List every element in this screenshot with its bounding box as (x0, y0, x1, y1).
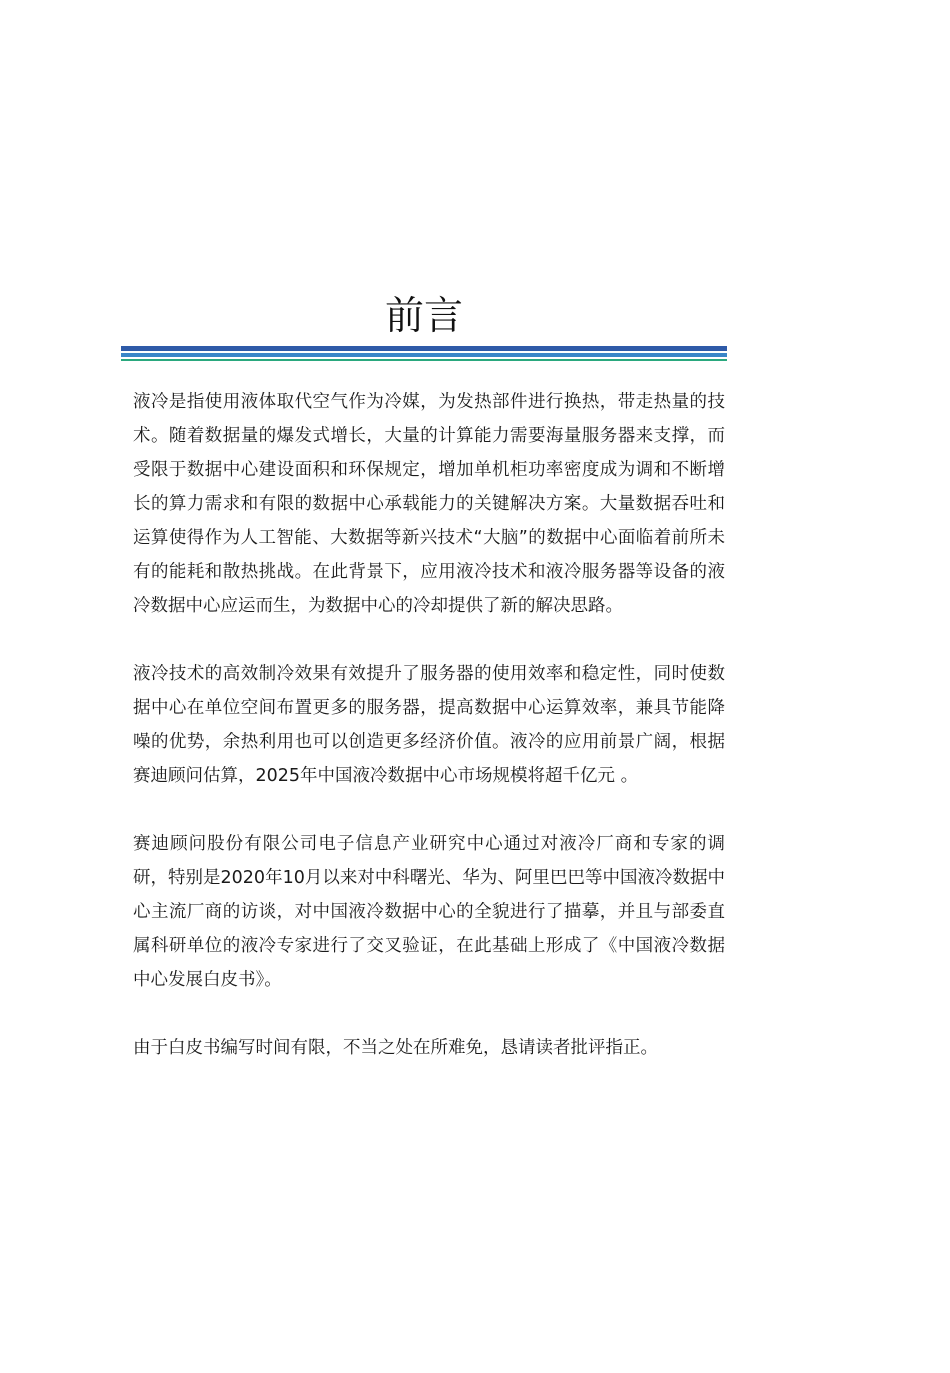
page-title: 前言 (384, 294, 463, 339)
paragraph-benefits: 液冷技术的高效制冷效果有效提升了服务器的使用效率和稳定性，同时使数据中心在单位空间布置更多的服务器，提高数据中心运算效率，兼具节能降噪的优势，余热利用也可以创造更多经济价值。液冷的应用前景广阔，根据赛迪顾问估算，2025年中国液冷数据中心市场规模将超千亿元 。 (133, 664, 725, 786)
paragraph-closing: 由于白皮书编写时间有限，不当之处在所难免，恳请读者批评指正。 (133, 1038, 658, 1058)
paragraph-research: 赛迪顾问股份有限公司电子信息产业研究中心通过对液冷厂商和专家的调研，特别是2020年10月以来对中科曙光、华为、阿里巴巴等中国液冷数据中心主流厂商的访谈，对中国液冷数据中心的全貌进行了描摹，并且与部委直属科研单位的液冷专家进行了交叉验证，在此基础上形成了《中国液冷数据中心发展白皮书》。 (133, 834, 725, 990)
title-divider (121, 346, 727, 361)
paragraph-intro: 液冷是指使用液体取代空气作为冷媒，为发热部件进行换热，带走热量的技术。随着数据量的爆发式增长，大量的计算能力需要海量服务器来支撑，而受限于数据中心建设面积和环保规定，增加单机柜功率密度成为调和不断增长的算力需求和有限的数据中心承载能力的关键解决方案。大量数据吞吐和运算使得作为人工智能、大数据等新兴技术“大脑”的数据中心面临着前所未有的能耗和散热挑战。在此背景下，应用液冷技术和液冷服务器等设备的液冷数据中心应运而生，为数据中心的冷却提供了新的解决思路。 (133, 392, 725, 616)
divider-bar-green (121, 359, 727, 361)
preface-body (133, 385, 725, 1099)
